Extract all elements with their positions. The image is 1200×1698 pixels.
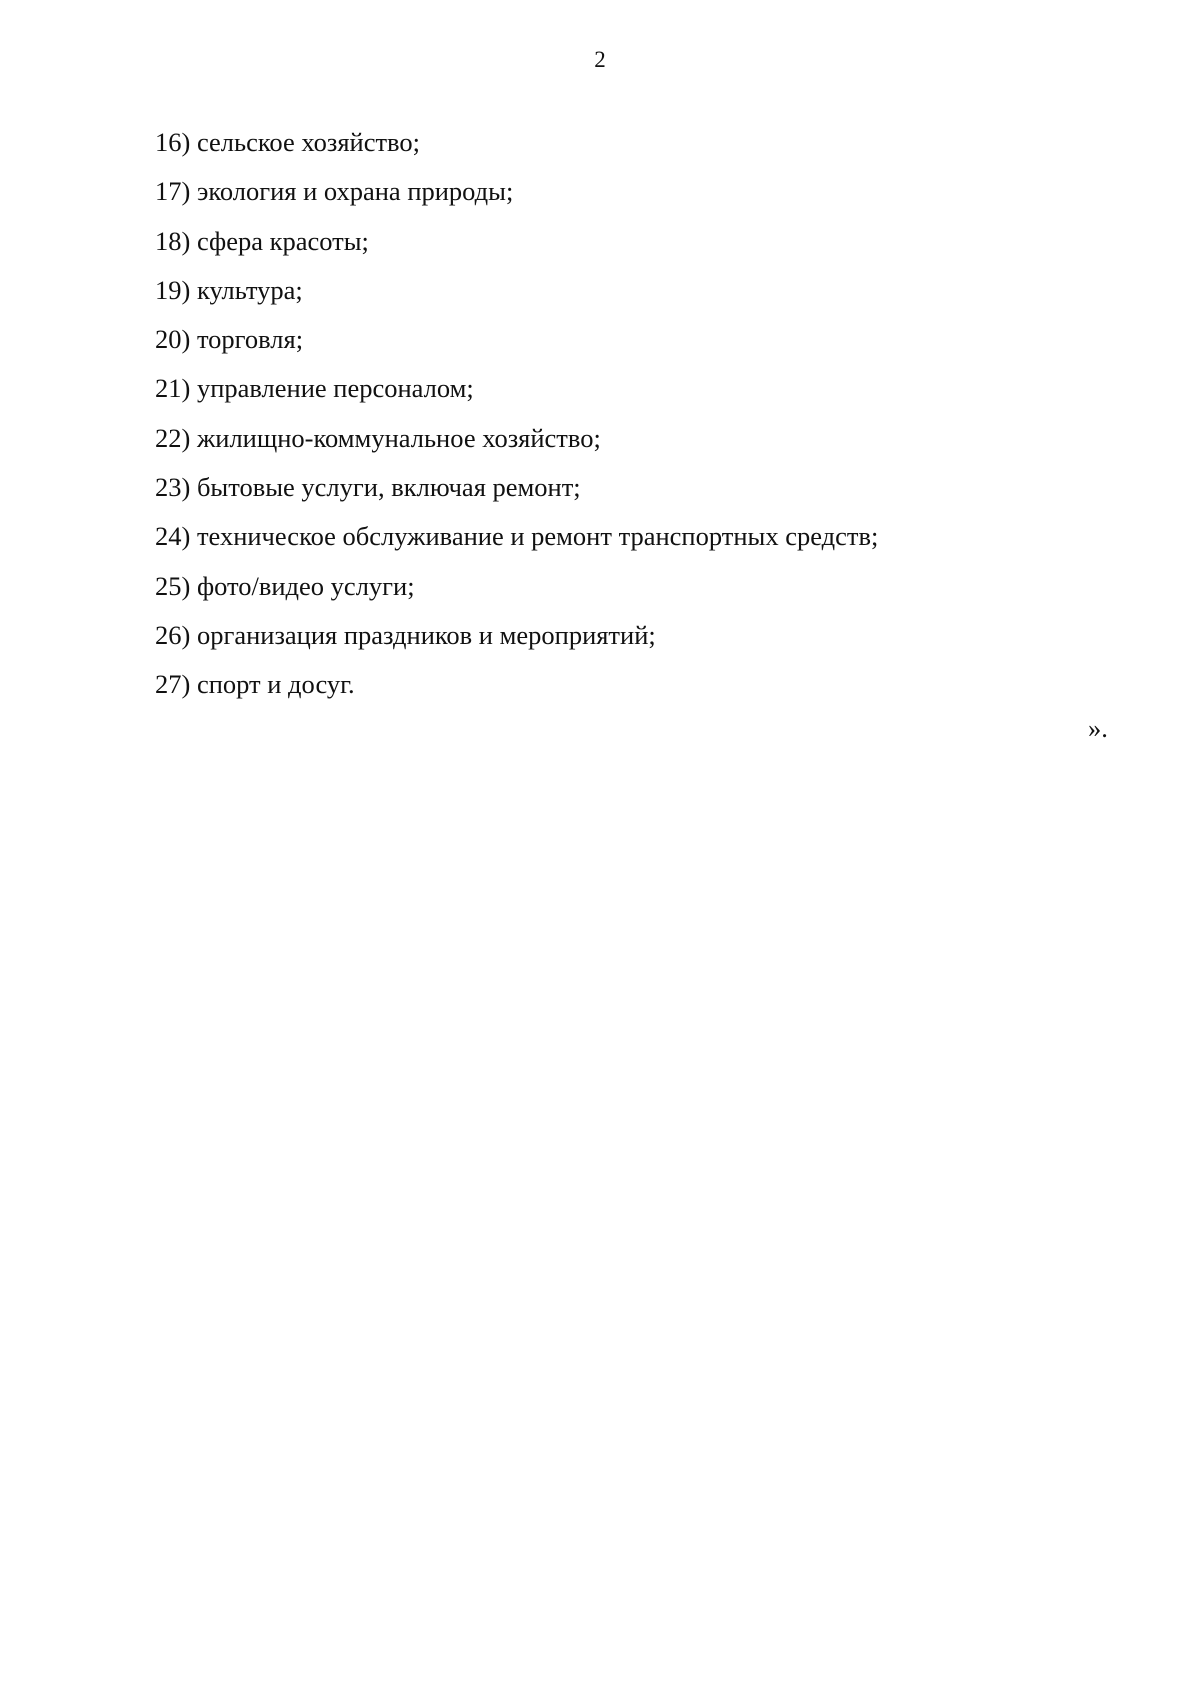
list-item: 21) управление персоналом; <box>155 373 474 404</box>
list-item: 22) жилищно-коммунальное хозяйство; <box>155 422 601 453</box>
list-item: 17) экология и охрана природы; <box>155 176 514 207</box>
list-item: 26) организация праздников и мероприятий; <box>155 619 656 650</box>
list-item: 18) сфера красоты; <box>155 225 369 256</box>
page-number: 2 <box>594 47 606 72</box>
list-item: 23) бытовые услуги, включая ремонт; <box>155 472 581 503</box>
list-item: 20) торговля; <box>155 324 304 355</box>
list-item: 25) фото/видео услуги; <box>155 570 415 601</box>
list-item: 19) культура; <box>155 274 303 305</box>
list-item: 27) спорт и досуг. <box>155 669 355 700</box>
list-item: 24) техническое обслуживание и ремонт транспортных средств; <box>155 521 879 552</box>
list-item: 16) сельское хозяйство; <box>155 127 420 157</box>
closing-quote: ». <box>1088 713 1108 743</box>
category-list <box>155 118 878 710</box>
